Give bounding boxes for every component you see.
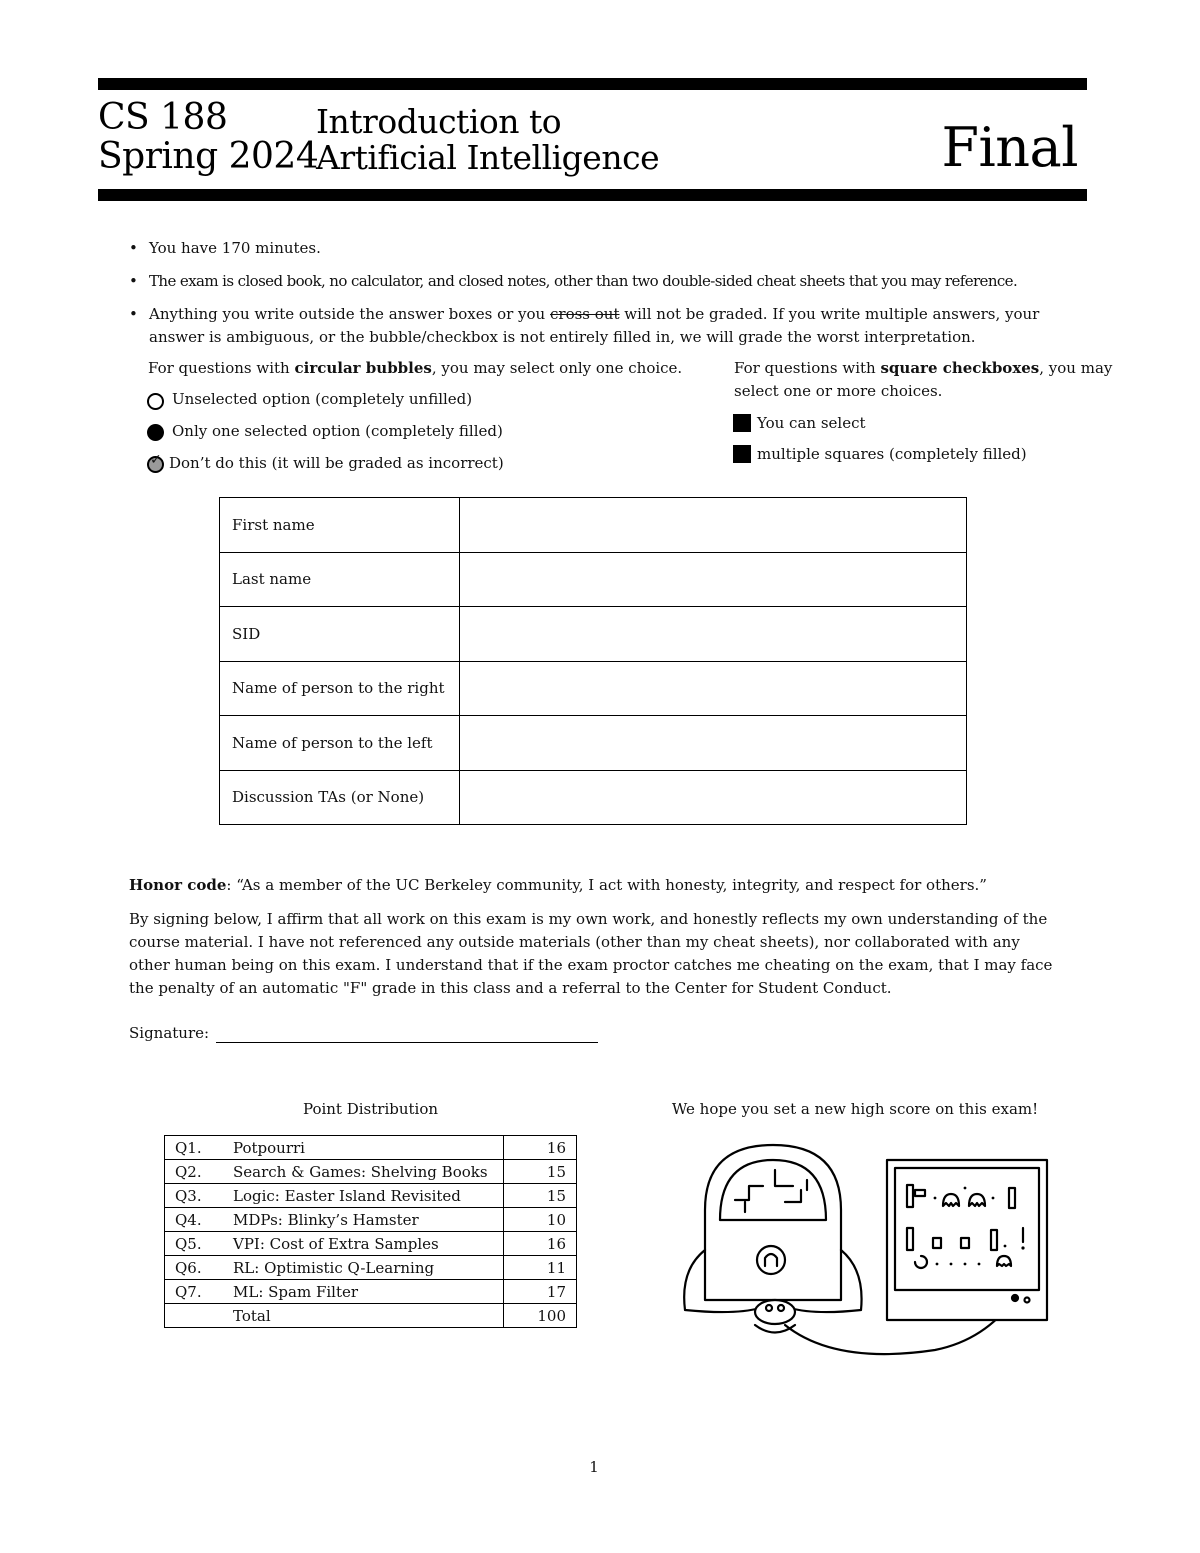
exam-title: Final [941, 116, 1078, 179]
signature-line[interactable] [216, 1041, 598, 1043]
bullet-dot: • [129, 305, 138, 323]
table-row [165, 1160, 577, 1184]
total-spacer [165, 1304, 226, 1328]
cross-out-example: cross out [550, 305, 620, 323]
table-row [165, 1280, 577, 1304]
honor-code-label: Honor code [129, 876, 227, 894]
intro-text: , you may select only one choice. [431, 359, 683, 377]
question-topic: ML: Spam Filter [225, 1280, 504, 1304]
instruction-text: Anything you write outside the answer boxes or you [149, 305, 546, 323]
question-points: 11 [504, 1256, 577, 1280]
last-name-field[interactable] [460, 552, 967, 607]
question-number: Q1. [165, 1136, 226, 1160]
intro-bold: circular bubbles [294, 359, 432, 377]
question-topic: VPI: Cost of Extra Samples [225, 1232, 504, 1256]
page-number: 1 [589, 1458, 599, 1476]
student-info-table [219, 497, 967, 825]
table-row [165, 1232, 577, 1256]
instruction-bullet-3 [129, 303, 1089, 349]
instruction-text: will not be graded. If you write multiple answers, your answer is ambiguous, or the bubble/checkbox is not entirely filled in, we will grade the worst interpretation. [149, 305, 1040, 346]
table-row [165, 1208, 577, 1232]
question-number: Q3. [165, 1184, 226, 1208]
question-points: 15 [504, 1184, 577, 1208]
selected-bubble-example [147, 424, 164, 441]
checkmark-icon: ✓ [150, 452, 162, 468]
row-label: Name of person to the left [220, 716, 460, 771]
table-row [220, 716, 967, 771]
bullet-dot: • [129, 272, 138, 290]
squares-intro [734, 357, 1134, 403]
question-topic: Search & Games: Shelving Books [225, 1160, 504, 1184]
table-row [220, 498, 967, 553]
question-points: 17 [504, 1280, 577, 1304]
question-number: Q7. [165, 1280, 226, 1304]
bubble-bad-label: Don’t do this (it will be graded as incorrect) [169, 454, 504, 472]
filled-square-example-2 [733, 445, 751, 463]
question-topic: MDPs: Blinky’s Hamster [225, 1208, 504, 1232]
question-topic: RL: Optimistic Q-Learning [225, 1256, 504, 1280]
table-row [165, 1136, 577, 1160]
table-row [165, 1184, 577, 1208]
question-points: 16 [504, 1136, 577, 1160]
row-label: Discussion TAs (or None) [220, 770, 460, 825]
row-label: Name of person to the right [220, 661, 460, 716]
signature-label: Signature: [129, 1024, 210, 1042]
points-caption: Point Distribution [302, 1100, 439, 1118]
question-number: Q6. [165, 1256, 226, 1280]
table-row [220, 607, 967, 662]
game-controller [755, 1300, 795, 1324]
instruction-text: The exam is closed book, no calculator, and closed notes, other than two double-sided cheat sheets that you may reference. [149, 272, 1018, 290]
sid-field[interactable] [460, 607, 967, 662]
square-label-1: You can select [757, 414, 866, 432]
bubble-selected-label: Only one selected option (completely filled) [172, 422, 503, 440]
honor-code-quote: : “As a member of the UC Berkeley community, I act with honesty, integrity, and respect for others.” [226, 876, 987, 894]
intro-bold: square checkboxes [880, 359, 1040, 377]
robot-arcade-illustration [675, 1140, 1060, 1360]
question-topic: Potpourri [225, 1136, 504, 1160]
square-label-2: multiple squares (completely filled) [757, 445, 1027, 463]
total-label: Total [225, 1304, 504, 1328]
table-row [165, 1256, 577, 1280]
question-topic: Logic: Easter Island Revisited [225, 1184, 504, 1208]
person-right-field[interactable] [460, 661, 967, 716]
instruction-text: You have 170 minutes. [149, 239, 321, 257]
instruction-bullet-1 [129, 237, 1089, 260]
bubbles-intro [148, 357, 708, 380]
intro-text: For questions with [734, 359, 876, 377]
table-row [220, 552, 967, 607]
illustration-caption: We hope you set a new high score on this exam! [671, 1100, 1039, 1118]
table-row [220, 770, 967, 825]
honor-code [129, 874, 1089, 897]
question-points: 16 [504, 1232, 577, 1256]
row-label: First name [220, 498, 460, 553]
question-number: Q4. [165, 1208, 226, 1232]
bullet-dot: • [129, 239, 138, 257]
course-term: Spring 2024 [98, 136, 319, 177]
point-distribution-table [164, 1135, 577, 1328]
header-rule-bottom [98, 189, 1087, 201]
intro-text: For questions with [148, 359, 290, 377]
discussion-tas-field[interactable] [460, 770, 967, 825]
first-name-field[interactable] [460, 498, 967, 553]
question-number: Q2. [165, 1160, 226, 1184]
question-points: 10 [504, 1208, 577, 1232]
instruction-bullet-2 [129, 270, 1099, 293]
row-label: Last name [220, 552, 460, 607]
filled-square-example-1 [733, 414, 751, 432]
table-row [220, 661, 967, 716]
row-label: SID [220, 607, 460, 662]
question-points: 15 [504, 1160, 577, 1184]
question-number: Q5. [165, 1232, 226, 1256]
intro-text: , you may select one or more choices. [734, 359, 1113, 400]
course-code: CS 188 [98, 97, 228, 138]
robot-body [705, 1145, 841, 1300]
person-left-field[interactable] [460, 716, 967, 771]
honor-affirmation: By signing below, I affirm that all work on this exam is my own work, and honestly reflects my own understanding of the course material. I have not referenced any outside materials (other than my cheat sheets), nor collaborated with any other human being on this exam. I understand that if the exam proctor catches me cheating on the exam, that I may face the penalty of an automatic "F" grade in this class and a referral to the Center for Student Conduct. [129, 910, 1053, 997]
course-title-line2: Artificial Intelligence [316, 138, 660, 177]
unselected-bubble-example [147, 393, 164, 410]
total-points: 100 [504, 1304, 577, 1328]
course-title-line1: Introduction to [316, 102, 562, 141]
header-rule-top [98, 78, 1087, 90]
bubble-unselected-label: Unselected option (completely unfilled) [172, 390, 473, 408]
total-row [165, 1304, 577, 1328]
